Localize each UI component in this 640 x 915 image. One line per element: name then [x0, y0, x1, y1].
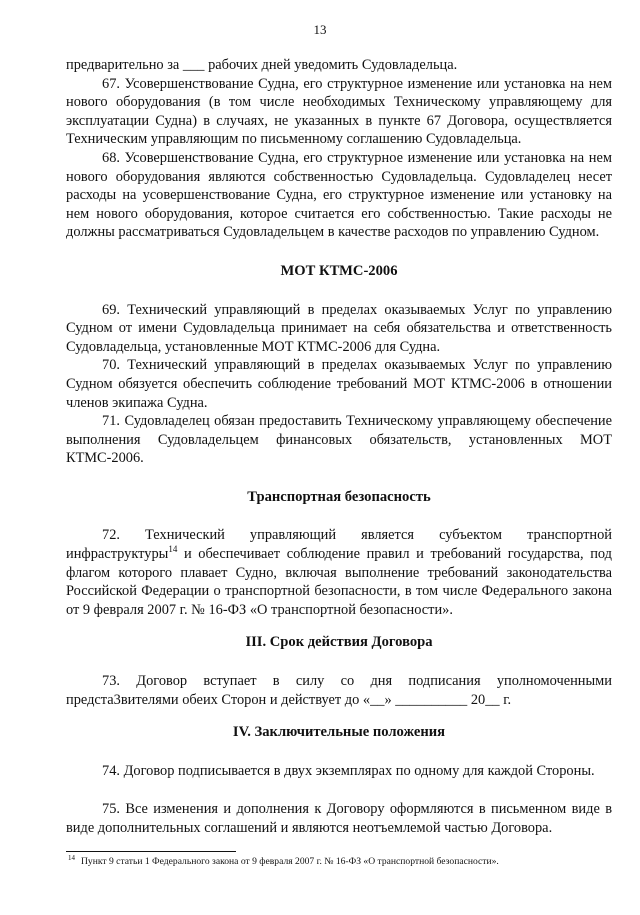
spacer [66, 709, 612, 723]
footnote-separator [66, 851, 236, 852]
section-heading: Транспортная безопасность [247, 488, 431, 505]
footnote-text: Пункт 9 статьи 1 Федерального закона от 9 февраля 2007 г. № 16-ФЗ «О транспортной безопасности». [81, 856, 499, 867]
section-heading: IV. Заключительные положения [232, 724, 446, 741]
document-body [66, 56, 612, 838]
paragraph: предварительно за ___ рабочих дней уведомить Судовладельца. [66, 57, 458, 73]
paragraph-text: 72. Технический управляющий является субъектом транспортной инфраструктуры [66, 527, 612, 563]
footnote-reference: 14 [168, 544, 178, 555]
spacer [66, 652, 612, 672]
paragraph [66, 526, 612, 619]
spacer [66, 506, 612, 526]
paragraph: 69. Технический управляющий в пределах оказываемых Услуг по управлению Судном от имени Судовладельца принимает на себя обязательства и ответственность Судовладельца, установленные МОТ КТМС-2006 для Судна. [66, 301, 612, 355]
paragraph: 70. Технический управляющий в пределах оказываемых Услуг по управлению Судном обязуется обеспечить соблюдение требований МОТ КТМС-2006 в отношении членов экипажа Судна. [66, 357, 612, 411]
footnote [68, 853, 614, 868]
paragraph: 74. Договор подписывается в двух экземплярах по одному для каждой Стороны. [102, 762, 595, 779]
spacer [66, 242, 612, 262]
footnote-mark: 14 [68, 853, 75, 862]
paragraph: 75. Все изменения и дополнения к Договору оформляются в письменном виде в виде дополнительных соглашений и являются неотъемлемой частью Договора. [66, 801, 612, 836]
spacer [66, 281, 612, 301]
section-heading: III. Срок действия Договора [245, 634, 433, 651]
paragraph: 67. Усовершенствование Судна, его структурное изменение или установка на нем нового оборудования (в том числе необходимых Техническому управляющему для эксплуатации Судна) в случаях, не указанных в пункте 67 Договора, осуществляется Техническим управляющим по письменному соглашению Судовладельца. [66, 75, 612, 148]
paragraph: 73. Договор вступает в силу со дня подписания уполномоченными предста3вителями обеих Сторон и действует до «__» __________ 20__ г. [66, 673, 612, 708]
paragraph: 68. Усовершенствование Судна, его структурное изменение или установка на нем нового оборудования являются собственностью Судовладельца. Судовладелец несет расходы на усовершенствование Судна, его структурное изменение или установку на нем нового оборудования, которое считается его собственностью. Такие расходы не должны рассматриваться Судовладельцем в качестве расходов по управлению Судном. [66, 149, 612, 241]
paragraph-text: и обеспечивает соблюдение правил и требований государства, под флагом которого плавает Судно, включая выполнение требований законодательства Российской Федерации о транспортной безопасности, в том числе Федерального закона от 9 февраля 2007 г. № 16-ФЗ «О транспортной безопасности». [66, 546, 612, 618]
spacer [66, 619, 612, 633]
paragraph: 71. Судовладелец обязан предоставить Техническому управляющему обеспечение выполнения Судовладельцем финансовых обязательств, установленных МОТ КТМС-2006. [66, 413, 612, 467]
spacer [66, 780, 612, 800]
page-number: 13 [313, 22, 327, 37]
section-heading: МОТ КТМС-2006 [280, 262, 398, 279]
spacer [66, 742, 612, 762]
spacer [66, 468, 612, 488]
